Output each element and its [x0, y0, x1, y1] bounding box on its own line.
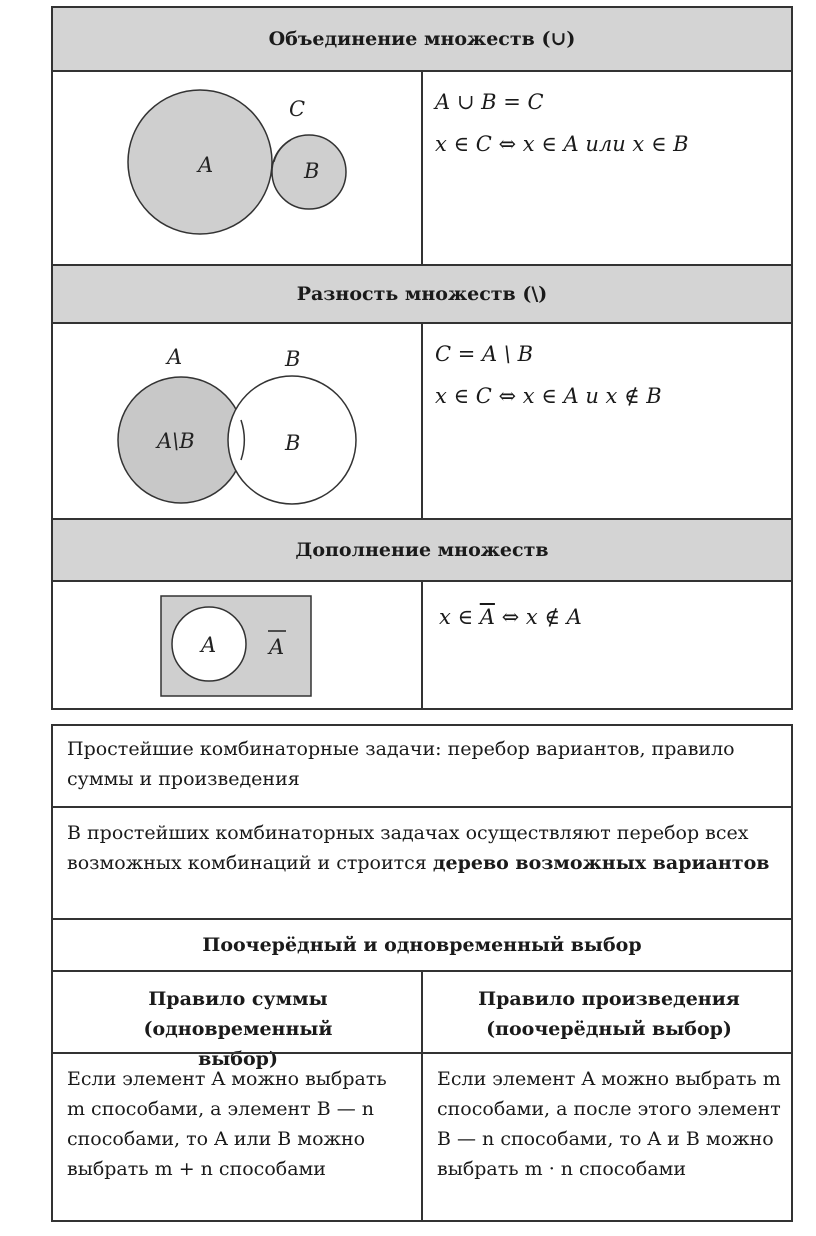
difference-formula-1: C = A \ B	[435, 342, 534, 366]
set-operations-table	[51, 6, 793, 710]
sum-rule-header: Правило суммы (одновременный выбор)	[143, 988, 333, 1070]
label-a-bar: A	[269, 635, 285, 659]
union-header-text: Объединение множеств (∪)	[268, 28, 576, 50]
difference-header	[53, 266, 791, 322]
divider	[53, 806, 791, 808]
difference-venn-diagram	[53, 324, 423, 524]
divider	[53, 1052, 791, 1054]
intro-plain-text: В простейших комбинаторных задачах осуществляют перебор всех возможных комбинаций и строится	[67, 822, 749, 874]
choice-header: Поочерёдный и одновременный выбор	[202, 934, 642, 956]
label-b: B	[304, 159, 320, 183]
formula-rest: ⇔ x ∉ A	[494, 605, 582, 629]
complement-header	[53, 520, 791, 580]
product-rule-text: Если элемент A можно выбрать m способами, а после этого элемент B — n способами, то A и B можно выбрать m · n способами	[437, 1068, 781, 1180]
union-header	[53, 8, 791, 70]
label-a: A	[201, 633, 217, 657]
label-c: C	[289, 97, 306, 121]
union-venn-diagram	[53, 72, 423, 272]
column-divider	[421, 322, 423, 518]
product-rule-header: Правило произведения (поочерёдный выбор)	[478, 988, 740, 1040]
complement-header-text: Дополнение множеств	[295, 539, 549, 561]
intro-bold-text: дерево возможных вариантов	[432, 852, 770, 874]
formula-a-bar: $\overline{A}$	[479, 605, 495, 629]
label-a-top: A	[167, 345, 183, 369]
column-divider	[421, 70, 423, 264]
union-formula-2: x ∈ C ⇔ x ∈ A или x ∈ B	[435, 132, 689, 156]
union-formula-1: A ∪ B = C	[435, 90, 544, 114]
divider	[53, 918, 791, 920]
combinatorics-table	[51, 724, 793, 1222]
combinatorics-title: Простейшие комбинаторные задачи: перебор вариантов, правило суммы и произведения	[67, 738, 735, 790]
difference-header-text: Разность множеств (\)	[296, 283, 548, 305]
formula-x-part: x ∈	[439, 605, 480, 629]
label-b-top: B	[285, 347, 301, 371]
label-b-inside: B	[285, 431, 301, 455]
complement-formula	[439, 605, 582, 629]
complement-diagram	[53, 582, 423, 712]
combinatorics-intro	[67, 818, 779, 878]
column-divider	[421, 970, 423, 1220]
column-divider	[421, 580, 423, 708]
label-a-minus-b: A\B	[157, 429, 195, 453]
label-a: A	[198, 153, 214, 177]
difference-formula-2: x ∈ C ⇔ x ∈ A и x ∉ B	[435, 384, 662, 408]
sum-rule-text: Если элемент A можно выбрать m способами, а элемент B — n способами, то A или B можно выбрать m + n способами	[67, 1068, 387, 1180]
